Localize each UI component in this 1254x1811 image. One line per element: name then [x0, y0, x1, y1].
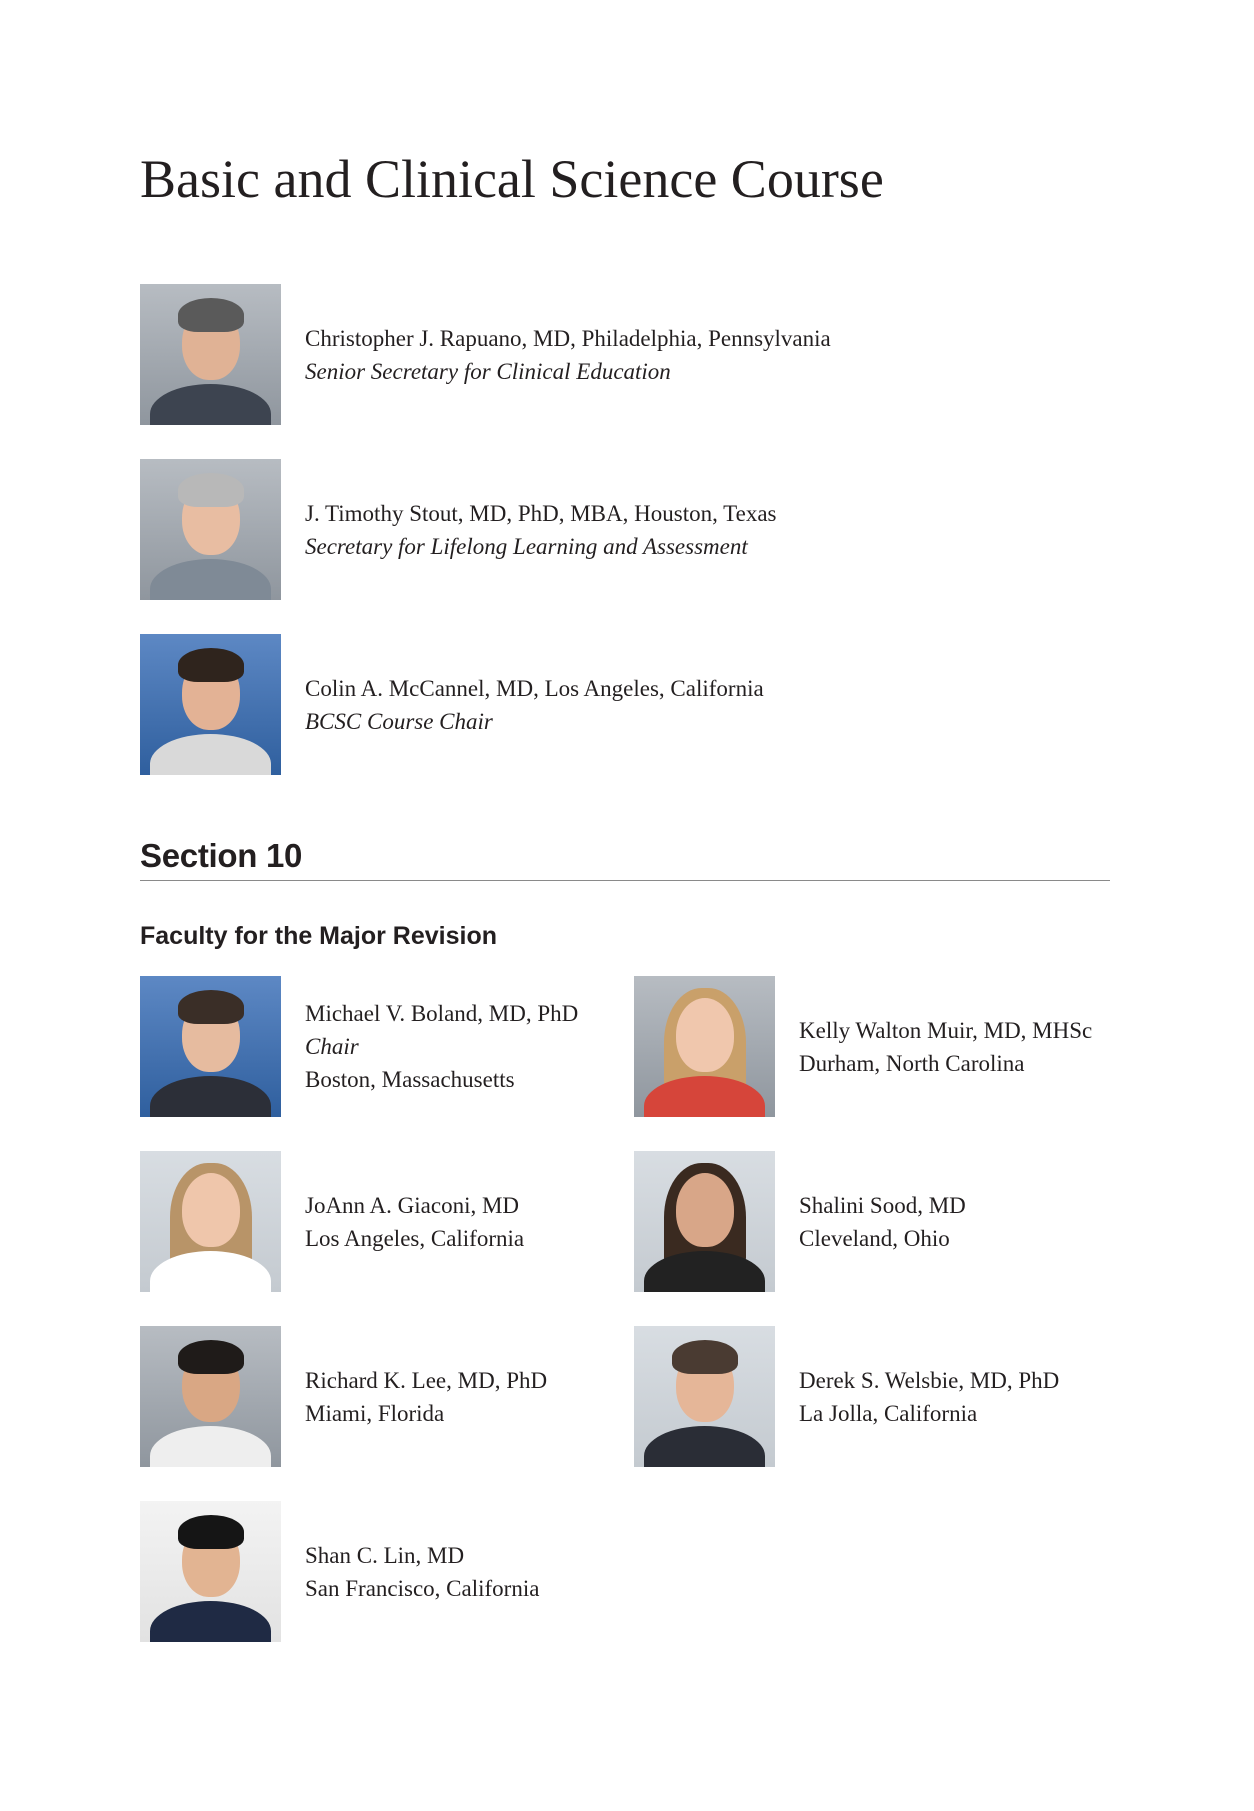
- faculty-info: [305, 997, 578, 1096]
- faculty-name: JoAnn A. Giaconi, MD: [305, 1192, 520, 1218]
- faculty-name: Michael V. Boland, MD, PhD: [305, 1001, 579, 1026]
- leader-name: Colin A. McCannel, MD, Los Angeles, California: [305, 675, 764, 701]
- portrait-photo: [140, 284, 281, 425]
- faculty-info: [799, 1364, 1059, 1430]
- faculty-giaconi: [140, 1151, 524, 1292]
- portrait-photo: [140, 1501, 281, 1642]
- faculty-info: [305, 1364, 547, 1430]
- faculty-info: [305, 1539, 539, 1605]
- leader-rapuano: [140, 284, 831, 425]
- faculty-welsbie: [634, 1326, 1059, 1467]
- faculty-name: Richard K. Lee, MD, PhD: [305, 1367, 548, 1393]
- faculty-location: Miami, Florida: [305, 1400, 445, 1426]
- faculty-lee: [140, 1326, 547, 1467]
- leader-info: [305, 322, 831, 388]
- faculty-role: Chair: [305, 1034, 359, 1059]
- leader-role: Secretary for Lifelong Learning and Assessment: [305, 533, 748, 559]
- faculty-info: [799, 1014, 1092, 1080]
- faculty-info: [305, 1189, 524, 1255]
- faculty-info: [799, 1189, 966, 1255]
- portrait-photo: [140, 1151, 281, 1292]
- leader-role: Senior Secretary for Clinical Education: [305, 358, 671, 384]
- leader-info: [305, 497, 776, 563]
- leader-name: J. Timothy Stout, MD, PhD, MBA, Houston, Texas: [305, 500, 777, 526]
- faculty-name: Derek S. Welsbie, MD, PhD: [799, 1367, 1060, 1393]
- faculty-boland: [140, 976, 578, 1117]
- portrait-photo: [634, 976, 775, 1117]
- faculty-lin: [140, 1501, 539, 1642]
- faculty-name: Shan C. Lin, MD: [305, 1542, 465, 1568]
- faculty-location: Durham, North Carolina: [799, 1050, 1025, 1076]
- portrait-photo: [140, 976, 281, 1117]
- faculty-muir: [634, 976, 1092, 1117]
- portrait-photo: [634, 1326, 775, 1467]
- page-title: Basic and Clinical Science Course: [140, 149, 884, 209]
- faculty-location: La Jolla, California: [799, 1400, 978, 1426]
- faculty-name: Shalini Sood, MD: [799, 1192, 966, 1218]
- section-heading: Section 10: [140, 837, 303, 874]
- leader-info: [305, 672, 764, 738]
- faculty-location: Boston, Massachusetts: [305, 1067, 515, 1092]
- portrait-photo: [140, 459, 281, 600]
- faculty-location: San Francisco, California: [305, 1575, 540, 1601]
- section-divider: [140, 880, 1110, 881]
- faculty-subheading: Faculty for the Major Revision: [140, 922, 498, 950]
- portrait-photo: [140, 634, 281, 775]
- faculty-location: Cleveland, Ohio: [799, 1225, 950, 1251]
- faculty-location: Los Angeles, California: [305, 1225, 525, 1251]
- leader-stout: [140, 459, 776, 600]
- faculty-name: Kelly Walton Muir, MD, MHSc: [799, 1017, 1093, 1043]
- portrait-photo: [140, 1326, 281, 1467]
- leader-name: Christopher J. Rapuano, MD, Philadelphia, Pennsylvania: [305, 325, 831, 351]
- leader-mccannel: [140, 634, 764, 775]
- leader-role: BCSC Course Chair: [305, 708, 493, 734]
- faculty-sood: [634, 1151, 966, 1292]
- portrait-photo: [634, 1151, 775, 1292]
